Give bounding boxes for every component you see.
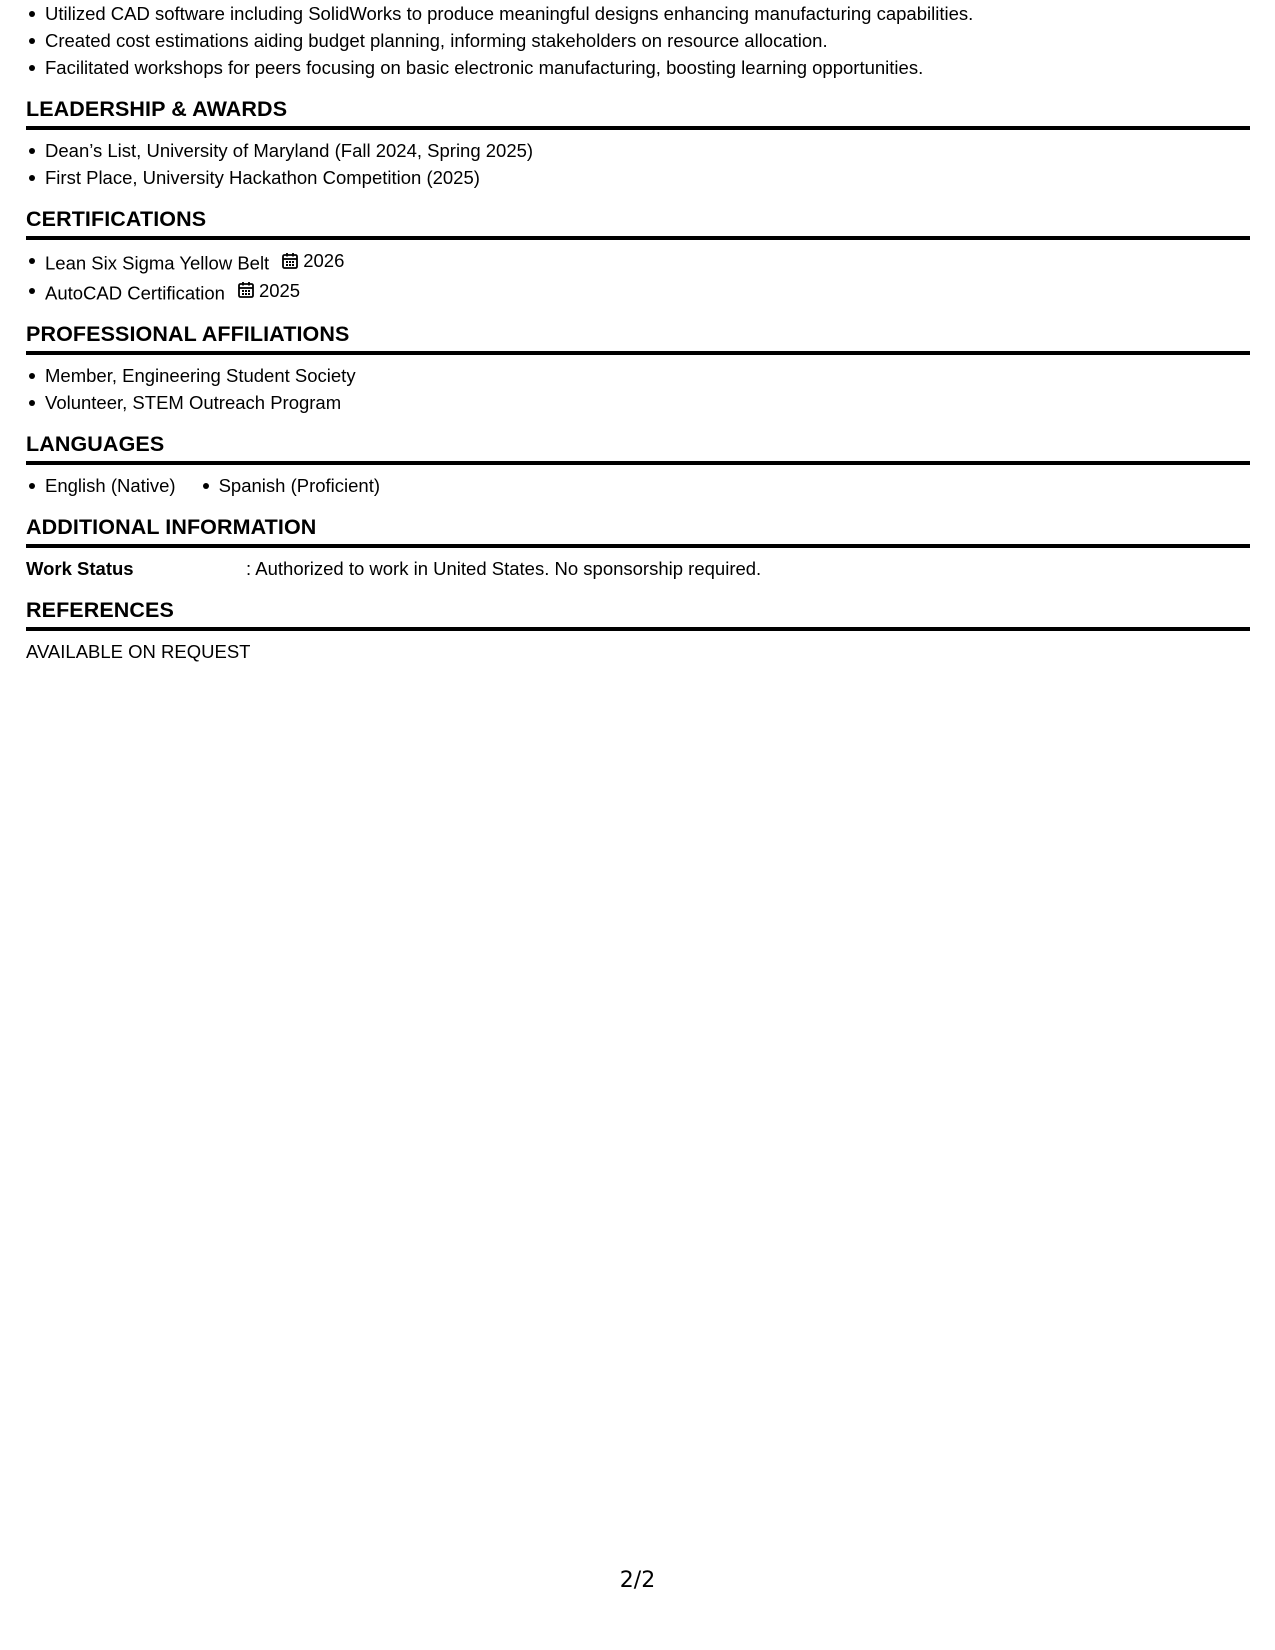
resume-page (26, 0, 1250, 665)
certification-date (237, 277, 300, 304)
references-text: AVAILABLE ON REQUEST (26, 641, 251, 662)
section-heading: ADDITIONAL INFORMATION (26, 514, 1250, 548)
list-item (26, 277, 1250, 307)
references-section (26, 597, 1250, 665)
additional-info-section (26, 514, 1250, 582)
languages-section (26, 431, 1250, 499)
list-item: Facilitated workshops for peers focusing on basic electronic manufacturing, boosting learning opportunities. (26, 54, 1250, 81)
work-status-row (26, 555, 1250, 582)
experience-bullet-list (26, 0, 1250, 81)
certification-date (281, 247, 344, 274)
affiliations-section (26, 321, 1250, 416)
certification-name: AutoCAD Certification (45, 282, 225, 303)
list-item: Volunteer, STEM Outreach Program (26, 389, 1250, 416)
list-item: Spanish (Proficient) (200, 472, 380, 499)
section-heading: LEADERSHIP & AWARDS (26, 96, 1250, 130)
list-item: English (Native) (26, 472, 176, 499)
list-item (26, 247, 1250, 277)
section-heading: LANGUAGES (26, 431, 1250, 465)
languages-list (26, 472, 1250, 499)
list-item: Created cost estimations aiding budget planning, informing stakeholders on resource allocation. (26, 27, 1250, 54)
leadership-list (26, 137, 1250, 191)
leadership-section (26, 96, 1250, 191)
calendar-icon (237, 281, 255, 299)
section-heading: CERTIFICATIONS (26, 206, 1250, 240)
certifications-list (26, 247, 1250, 306)
page-number: 2/2 (619, 1568, 656, 1593)
affiliations-list (26, 362, 1250, 416)
list-item: Member, Engineering Student Society (26, 362, 1250, 389)
section-heading: REFERENCES (26, 597, 1250, 631)
certification-name: Lean Six Sigma Yellow Belt (45, 252, 270, 274)
certification-year: 2025 (258, 279, 301, 301)
list-item: Dean’s List, University of Maryland (Fall 2024, Spring 2025) (26, 137, 1250, 164)
work-status-value: : Authorized to work in United States. No sponsorship required. (246, 558, 762, 579)
work-status-label: Work Status (26, 558, 134, 579)
certifications-section (26, 206, 1250, 306)
list-item: First Place, University Hackathon Competition (2025) (26, 164, 1250, 191)
section-heading: PROFESSIONAL AFFILIATIONS (26, 321, 1250, 355)
calendar-icon (281, 252, 299, 270)
certification-year: 2026 (303, 250, 345, 271)
list-item: Utilized CAD software including SolidWorks to produce meaningful designs enhancing manufacturing capabilities. (26, 0, 1250, 27)
